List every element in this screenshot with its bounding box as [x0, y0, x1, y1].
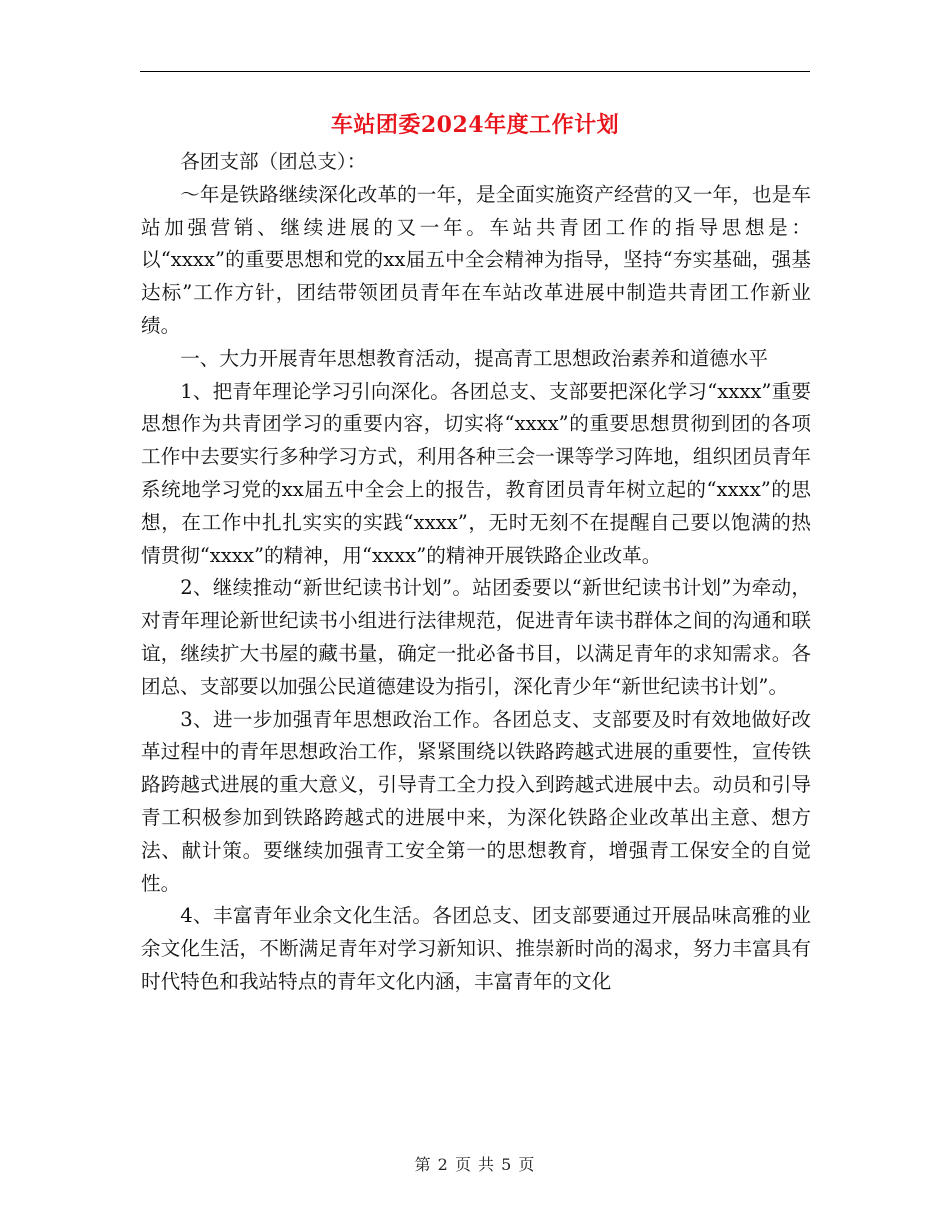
salutation: 各团支部（团总支）：	[180, 150, 367, 173]
document-title: 车站团委2024年度工作计划	[330, 112, 620, 138]
paragraph-intro: ～年是铁路继续深化改革的一年，是全面实施资产经营的又一年，也是车站加强营销、继续进展的又一年。车站共青团工作的指导思想是：以“xxxx”的重要思想和党的xx届五中全会精神为指导，坚持“夯实基础，强基达标”工作方针，团结带领团员青年在车站改革进展中制造共青团工作新业绩。	[141, 182, 811, 337]
paragraph-item-2: 2、继续推动“新世纪读书计划”。站团委要以“新世纪读书计划”为牵动，对青年理论新世纪读书小组进行法律规范，促进青年读书群体之间的沟通和联谊，继续扩大书屋的藏书量，确定一批必备书目，以满足青年的求知需求。各团总、支部要以加强公民道德建设为指引，深化青少年“新世纪读书计划”。	[141, 576, 811, 698]
header-rule	[140, 71, 810, 72]
paragraph-item-1: 1、把青年理论学习引向深化。各团总支、支部要把深化学习“xxxx”重要思想作为共青团学习的重要内容，切实将“xxxx”的重要思想贯彻到团的各项工作中去要实行多种学习方式，利用各种三会一课等学习阵地，组织团员青年系统地学习党的xx届五中全会上的报告，教育团员青年树立起的“xxxx”的思想，在工作中扎扎实实的实践“xxxx”，无时无刻不在提醒自己要以饱满的热情贯彻“xxxx”的精神，用“xxxx”的精神开展铁路企业改革。	[141, 379, 811, 567]
section-heading-1: 一、大力开展青年思想教育活动，提高青工思想政治素养和道德水平	[180, 346, 768, 370]
paragraph-item-4: 4、丰富青年业余文化生活。各团总支、团支部要通过开展品味高雅的业余文化生活，不断满足青年对学习新知识、推崇新时尚的渴求，努力丰富具有时代特色和我站特点的青年文化内涵，丰富青年的文化	[141, 904, 811, 993]
page-number: 第 2 页 共 5 页	[414, 1155, 536, 1174]
document-body	[141, 146, 811, 999]
paragraph-item-3: 3、进一步加强青年思想政治工作。各团总支、支部要及时有效地做好改革过程中的青年思想政治工作，紧紧围绕以铁路跨越式进展的重要性，宣传铁路跨越式进展的重大意义，引导青工全力投入到跨越式进展中去。动员和引导青工积极参加到铁路跨越式的进展中来，为深化铁路企业改革出主意、想方法、献计策。要继续加强青工安全第一的思想教育，增强青工保安全的自觉性。	[141, 707, 811, 895]
